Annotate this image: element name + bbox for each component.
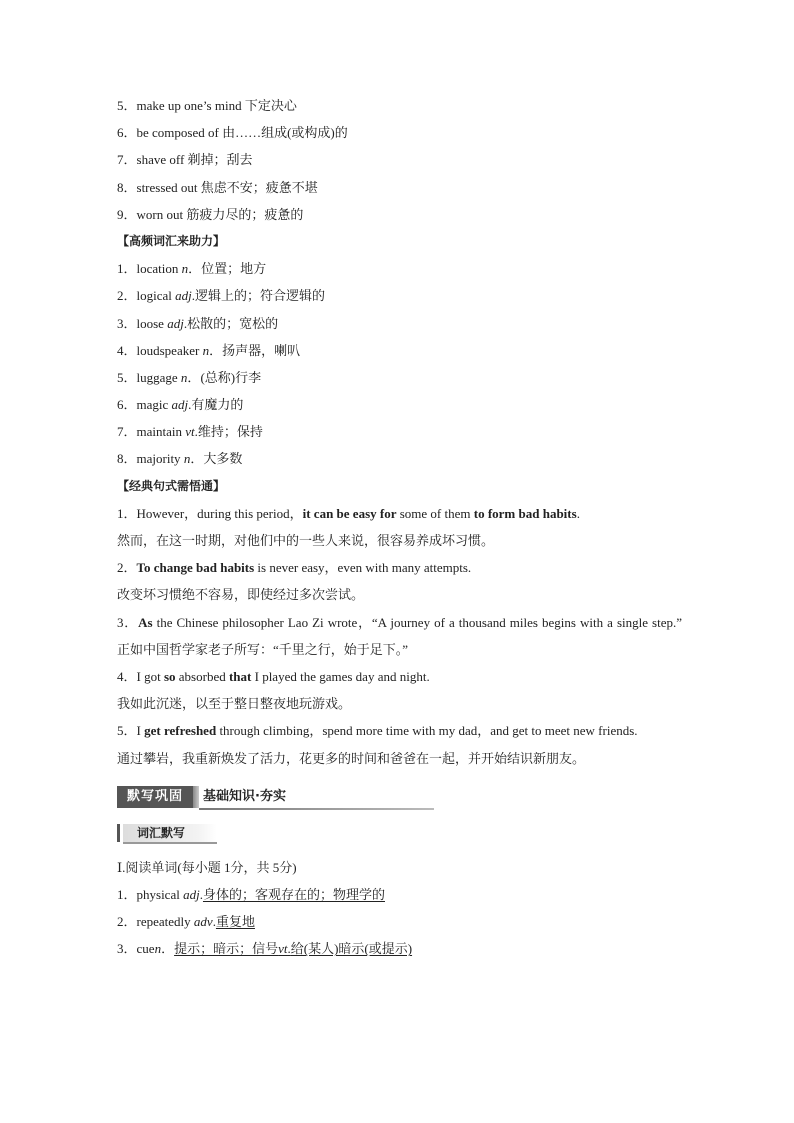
vocab-item: 8．majority n．大多数 <box>117 451 243 467</box>
sub-banner-label: 词汇默写 <box>123 824 217 844</box>
vocab-item: 1．location n．位置；地方 <box>117 261 267 277</box>
vocab-item: 4．loudspeaker n．扬声器，喇叭 <box>117 342 301 358</box>
sentence-en: 3．As the Chinese philosopher Lao Zi wrote，“A journey of a thousand miles begins with a single step.” <box>117 614 682 630</box>
vocab-item: 6．magic adj.有魔力的 <box>117 397 244 413</box>
banner-rule <box>199 808 434 810</box>
phrase-item: 7．shave off 剃掉；刮去 <box>117 152 253 168</box>
sentence-zh: 改变坏习惯绝不容易，即使经过多次尝试。 <box>117 587 365 603</box>
phrase-item: 5．make up one’s mind 下定决心 <box>117 98 297 113</box>
phrase-item: 9．worn out 筋疲力尽的；疲惫的 <box>117 206 304 222</box>
vocab-item: 3．loose adj.松散的；宽松的 <box>117 315 279 331</box>
exercise-item: 2．repeatedly adv.重复地 <box>117 914 255 930</box>
sentence-zh: 正如中国哲学家老子所写：“千里之行，始于足下。” <box>117 641 409 657</box>
phrase-item: 8．stressed out 焦虑不安；疲惫不堪 <box>117 179 318 195</box>
phrase-item: 6．be composed of 由……组成(或构成)的 <box>117 125 348 141</box>
exercise-item: 1．physical adj.身体的；客观存在的；物理学的 <box>117 886 385 902</box>
content <box>117 92 682 962</box>
banner-subtitle: 基础知识·夯实 <box>203 788 286 804</box>
sub-banner-bar <box>117 824 120 842</box>
sentence-en: 4．I got so absorbed that I played the games day and night. <box>117 668 430 684</box>
vocab-item: 2．logical adj.逻辑上的；符合逻辑的 <box>117 288 326 304</box>
exercise-answer: 重复地 <box>215 914 255 930</box>
vocab-section-header: 【高频词汇来助力】 <box>117 233 226 248</box>
sentence-en: 5．I get refreshed through climbing，spend more time with my dad，and get to meet new friends. <box>117 723 638 739</box>
sub-section-banner <box>117 822 682 846</box>
exercise-title: Ⅰ.阅读单词(每小题 1分，共 5分) <box>117 859 297 875</box>
exercise-item: 3．cuen．提示；暗示；信号vt.给(某人)暗示(或提示) <box>117 941 413 957</box>
sentence-section-header: 【经典句式需悟通】 <box>117 478 226 493</box>
sentence-zh: 通过攀岩，我重新焕发了活力，花更多的时间和爸爸在一起，并开始结识新朋友。 <box>117 750 586 766</box>
banner-tag: 默写巩固 <box>117 786 193 808</box>
exercise-answer: 身体的；客观存在的；物理学的 <box>202 886 385 902</box>
vocab-item: 5．luggage n．(总称)行李 <box>117 369 262 385</box>
sentence-en: 1．However，during this period，it can be easy for some of them to form bad habits. <box>117 505 580 521</box>
sentence-en: 2．To change bad habits is never easy，even with many attempts. <box>117 560 472 576</box>
section-banner <box>117 784 682 814</box>
exercise-answer: 提示；暗示；信号vt.给(某人)暗示(或提示) <box>174 941 413 957</box>
vocab-item: 7．maintain vt.维持；保持 <box>117 424 263 440</box>
sentence-zh: 我如此沉迷，以至于整日整夜地玩游戏。 <box>117 696 352 712</box>
sentence-zh: 然而，在这一时期，对他们中的一些人来说，很容易养成坏习惯。 <box>117 533 495 548</box>
